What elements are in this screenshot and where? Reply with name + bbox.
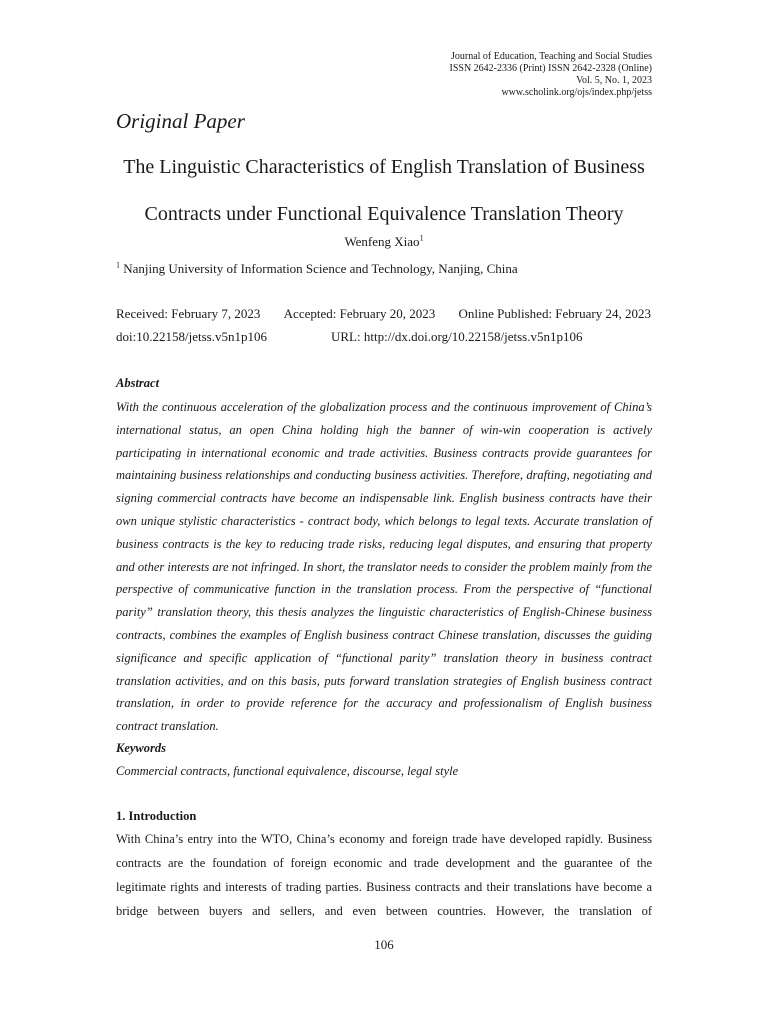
doi-url: URL: http://dx.doi.org/10.22158/jetss.v5n1p106 [331,329,583,344]
paper-title-line-1: The Linguistic Characteristics of English Translation of Business [123,156,645,178]
journal-header [352,51,652,99]
journal-volume: Vol. 5, No. 1, 2023 [576,75,652,86]
abstract-heading: Abstract [116,376,160,390]
journal-issn: ISSN 2642-2336 (Print) ISSN 2642-2328 (Online) [449,63,652,74]
doi-text: doi:10.22158/jetss.v5n1p106 [116,329,267,344]
affiliation-line [116,261,518,277]
published-date: Online Published: February 24, 2023 [458,306,651,321]
author-line [0,234,768,250]
journal-name: Journal of Education, Teaching and Social Studies [450,51,652,62]
page-number: 106 [374,937,394,952]
paper-title-line-2: Contracts under Functional Equivalence Translation Theory [144,203,624,225]
publication-dates [116,306,651,322]
affiliation-text: Nanjing University of Information Science and Technology, Nanjing, China [123,261,518,276]
author-superscript: 1 [419,233,424,243]
journal-website: www.scholink.org/ojs/index.php/jetss [501,87,652,98]
received-date: Received: February 7, 2023 [116,306,261,321]
keywords-body: Commercial contracts, functional equivalence, discourse, legal style [116,764,459,778]
keywords-heading: Keywords [116,741,166,755]
introduction-heading: 1. Introduction [116,809,197,823]
abstract-body: With the continuous acceleration of the globalization process and the continuous improvement of China’s international status, an open China holding high the banner of win-win cooperation is actively participating in international economic and trade activities. Business contracts provide guarantees for maintaining business relationships and conducting business activities. Therefore, drafting, negotiating and signing commercial contracts have become an indispensable link. English business contracts have their own unique stylistic characteristics - contract body, which belongs to legal texts. Accurate translation of business contracts is the key to reducing trade risks, reducing legal disputes, and ensuring that property and other interests are not infringed. In short, the translator needs to consider the problem mainly from the perspective of communicative function in the translation process. From the perspective of “functional parity” translation theory, this thesis analyzes the linguistic characteristics of English-Chinese business contracts, combines the examples of English business contract Chinese translation, discusses the guiding significance and specific application of “functional parity” translation theory in business contract translation activities, and on this basis, puts forward translation strategies of English business contract translation, in order to provide reference for the accuracy and professionalism of English business contract translation. [116,400,652,734]
author-name: Wenfeng Xiao [344,234,420,249]
accepted-date: Accepted: February 20, 2023 [283,306,436,321]
paper-type-label: Original Paper [116,109,245,133]
introduction-body: With China’s entry into the WTO, China’s economy and foreign trade have developed rapidly. Business contracts are the foundation of foreign economic and trade development and the guarantee of the legitimate rights and interests of trading parties. Business contracts and their translations have become a bridge between buyers and sellers, and even between countries. However, the translation of [116,832,652,918]
affiliation-superscript: 1 [116,260,120,270]
